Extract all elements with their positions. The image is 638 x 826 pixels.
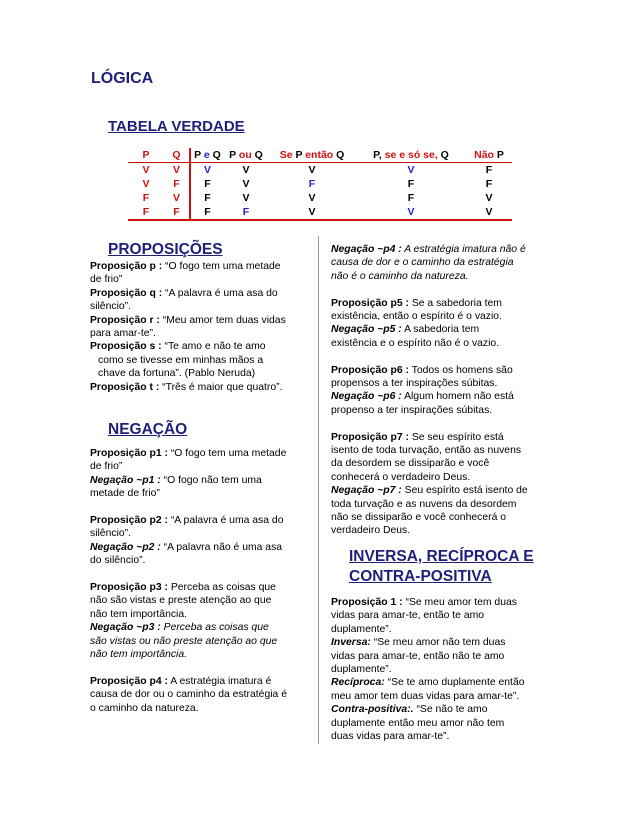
truth-table-cell: F bbox=[224, 205, 268, 220]
spacer bbox=[90, 501, 312, 514]
text-line: silêncio”. bbox=[90, 528, 131, 540]
text-line: causa de dor ou o caminho da estratégia é bbox=[90, 689, 287, 701]
text-line: existência, então o espírito é o vazio. bbox=[331, 311, 502, 323]
truth-table-header: P e Q bbox=[190, 148, 224, 163]
text-line: para amar-te”. bbox=[90, 328, 156, 340]
table-title: TABELA VERDADE bbox=[108, 118, 245, 135]
column-divider bbox=[318, 236, 319, 744]
truth-table-header: Não P bbox=[474, 149, 504, 161]
truth-table-cell: F bbox=[190, 205, 224, 220]
text-line: não se dissiparão e você conhecerá o bbox=[331, 512, 507, 524]
propositions-list bbox=[90, 260, 312, 394]
text-line: da desordem se dissiparão e você bbox=[331, 458, 490, 470]
truth-table-header: P bbox=[142, 149, 150, 161]
negation-list bbox=[90, 447, 312, 715]
truth-table-cell: V bbox=[356, 163, 466, 178]
truth-table-cell: F bbox=[128, 205, 164, 220]
truth-table-cell: V bbox=[224, 163, 268, 178]
truth-table-row bbox=[128, 163, 512, 178]
text-line: Inversa: “Se meu amor não tem duas bbox=[331, 637, 506, 649]
text-line: propensos a ter inspirações súbitas. bbox=[331, 378, 498, 390]
text-line: verdadeiro Deus. bbox=[331, 525, 411, 537]
text-line: não tem importância. bbox=[90, 649, 188, 661]
text-line: Negação ~p4 : A estratégia imatura não é bbox=[331, 244, 526, 255]
text-line: Negação ~p2 : “A palavra não é uma asa bbox=[90, 541, 283, 553]
text-line: toda turvação e as nuvens da desordem bbox=[331, 498, 517, 510]
truth-table-row bbox=[128, 205, 512, 220]
text-line: Proposição p5 : Se a sabedoria tem bbox=[331, 297, 502, 309]
text-line: Proposição p6 : Todos os homens são bbox=[331, 364, 513, 376]
page-title: LÓGICA bbox=[91, 70, 154, 87]
text-line: Proposição t : “Três é maior que quatro”. bbox=[90, 381, 283, 393]
truth-table-cell: V bbox=[308, 192, 316, 204]
truth-table-cell: V bbox=[466, 205, 512, 220]
text-line: Negação ~p1 : “O fogo não tem uma bbox=[90, 474, 262, 486]
truth-table-cell: V bbox=[268, 205, 356, 220]
truth-table-cell: V bbox=[485, 192, 493, 204]
truth-table-header: P, se e só se, Q bbox=[373, 149, 449, 161]
inversa-heading-line2: CONTRA-POSITIVA bbox=[349, 568, 492, 585]
truth-table-cell: F bbox=[164, 205, 190, 220]
truth-table-cell: F bbox=[308, 178, 316, 190]
spacer bbox=[331, 417, 553, 430]
text-line: de frio” bbox=[90, 461, 123, 473]
truth-table-row bbox=[128, 177, 512, 191]
text-line: causa de dor e o caminho da estratégia bbox=[331, 257, 514, 269]
text-line: duplamente então meu amor não tem bbox=[331, 717, 505, 729]
truth-table-cell: V bbox=[242, 178, 250, 190]
truth-table-cell: V bbox=[142, 178, 150, 190]
truth-table-row bbox=[128, 191, 512, 205]
truth-table-header: Q bbox=[172, 149, 181, 161]
text-line: Proposição p3 : Perceba as coisas que bbox=[90, 582, 276, 594]
text-line: metade de frio” bbox=[90, 488, 160, 500]
truth-table-cell: V bbox=[172, 192, 180, 204]
truth-table-cell: F bbox=[173, 178, 180, 190]
spacer bbox=[90, 661, 312, 674]
text-line: Proposição q : “A palavra é uma asa do bbox=[90, 287, 278, 299]
text-line: Proposição p4 : A estratégia imatura é bbox=[90, 675, 272, 687]
text-line: chave da fortuna”. (Pablo Neruda) bbox=[98, 368, 256, 380]
text-line: como se tivesse em minhas mãos a bbox=[98, 354, 264, 366]
spacer bbox=[90, 568, 312, 581]
truth-table-cell: V bbox=[268, 163, 356, 178]
truth-table-cell: F bbox=[407, 178, 415, 190]
text-line: Negação ~p6 : Algum homem não está bbox=[331, 391, 514, 403]
text-line: Proposição p1 : “O fogo tem uma metade bbox=[90, 448, 287, 459]
text-line: conhecerá o verdadeiro Deus. bbox=[331, 471, 471, 483]
text-line: duas vidas para amar-te”. bbox=[331, 731, 450, 743]
text-line: Proposição p : “O fogo tem uma metade bbox=[90, 261, 281, 272]
truth-table-header: Se P então Q bbox=[279, 149, 345, 161]
text-line: Proposição 1 : “Se meu amor tem duas bbox=[331, 597, 517, 608]
truth-table-cell: F bbox=[485, 178, 493, 190]
truth-table-cell: F bbox=[142, 192, 150, 204]
text-line: não tem importância. bbox=[90, 608, 188, 620]
text-line: silêncio”. bbox=[90, 301, 131, 313]
text-line: duplamente”. bbox=[331, 664, 392, 676]
text-line: Proposição s : “Te amo e não te amo bbox=[90, 341, 266, 353]
contrapositive-list bbox=[331, 596, 553, 743]
text-line: Proposição p2 : “A palavra é uma asa do bbox=[90, 515, 284, 527]
inversa-heading-line1: INVERSA, RECÍPROCA E bbox=[349, 548, 534, 565]
text-line: propenso a ter inspirações súbitas. bbox=[331, 404, 493, 416]
text-line: Proposição p7 : Se seu espírito está bbox=[331, 431, 504, 443]
truth-table-cell: V bbox=[356, 205, 466, 220]
truth-table-cell: V bbox=[242, 192, 250, 204]
text-line: isento de toda turvação, então as nuvens bbox=[331, 445, 522, 457]
text-line: são vistas ou não preste atenção ao que bbox=[90, 635, 278, 647]
text-line: não é o caminho da natureza. bbox=[331, 270, 469, 282]
inversa-heading bbox=[349, 547, 534, 587]
truth-table-cell: V bbox=[190, 163, 224, 178]
text-line: não são vistas e preste atenção ao que bbox=[90, 595, 272, 607]
truth-table bbox=[128, 148, 512, 221]
negacao-heading: NEGAÇÃO bbox=[108, 421, 188, 438]
spacer bbox=[331, 283, 553, 296]
proposicoes-heading: PROPOSIÇÕES bbox=[108, 241, 223, 258]
text-line: Negação ~p5 : A sabedoria tem bbox=[331, 324, 480, 336]
truth-table-cell: F bbox=[190, 191, 224, 205]
truth-table-cell: F bbox=[407, 192, 415, 204]
truth-table-cell: V bbox=[164, 163, 190, 178]
text-line: Contra-positiva:. “Se não te amo bbox=[331, 704, 488, 716]
text-line: Negação ~p3 : Perceba as coisas que bbox=[90, 622, 269, 634]
text-line: vidas para amar-te, então não te amo bbox=[331, 650, 505, 662]
text-line: do silêncio”. bbox=[90, 555, 146, 567]
negation-list-right bbox=[331, 243, 553, 538]
text-line: Recíproca: “Se te amo duplamente então bbox=[331, 677, 525, 689]
truth-table-cell: F bbox=[466, 163, 512, 178]
truth-table-header: P ou Q bbox=[229, 149, 263, 161]
truth-table-cell: F bbox=[190, 177, 224, 191]
text-line: o caminho da natureza. bbox=[90, 702, 199, 714]
text-line: duplamente”. bbox=[331, 623, 392, 635]
text-line: de frio” bbox=[90, 274, 123, 286]
spacer bbox=[331, 350, 553, 363]
truth-table-cell: V bbox=[128, 163, 164, 178]
text-line: Negação ~p7 : Seu espírito está isento de bbox=[331, 485, 528, 497]
text-line: vidas para amar-te, então te amo bbox=[331, 610, 485, 622]
text-line: existência e o espírito não é o vazio. bbox=[331, 337, 500, 349]
text-line: Proposição r : “Meu amor tem duas vidas bbox=[90, 314, 286, 326]
text-line: meu amor tem duas vidas para amar-te”. bbox=[331, 690, 520, 702]
